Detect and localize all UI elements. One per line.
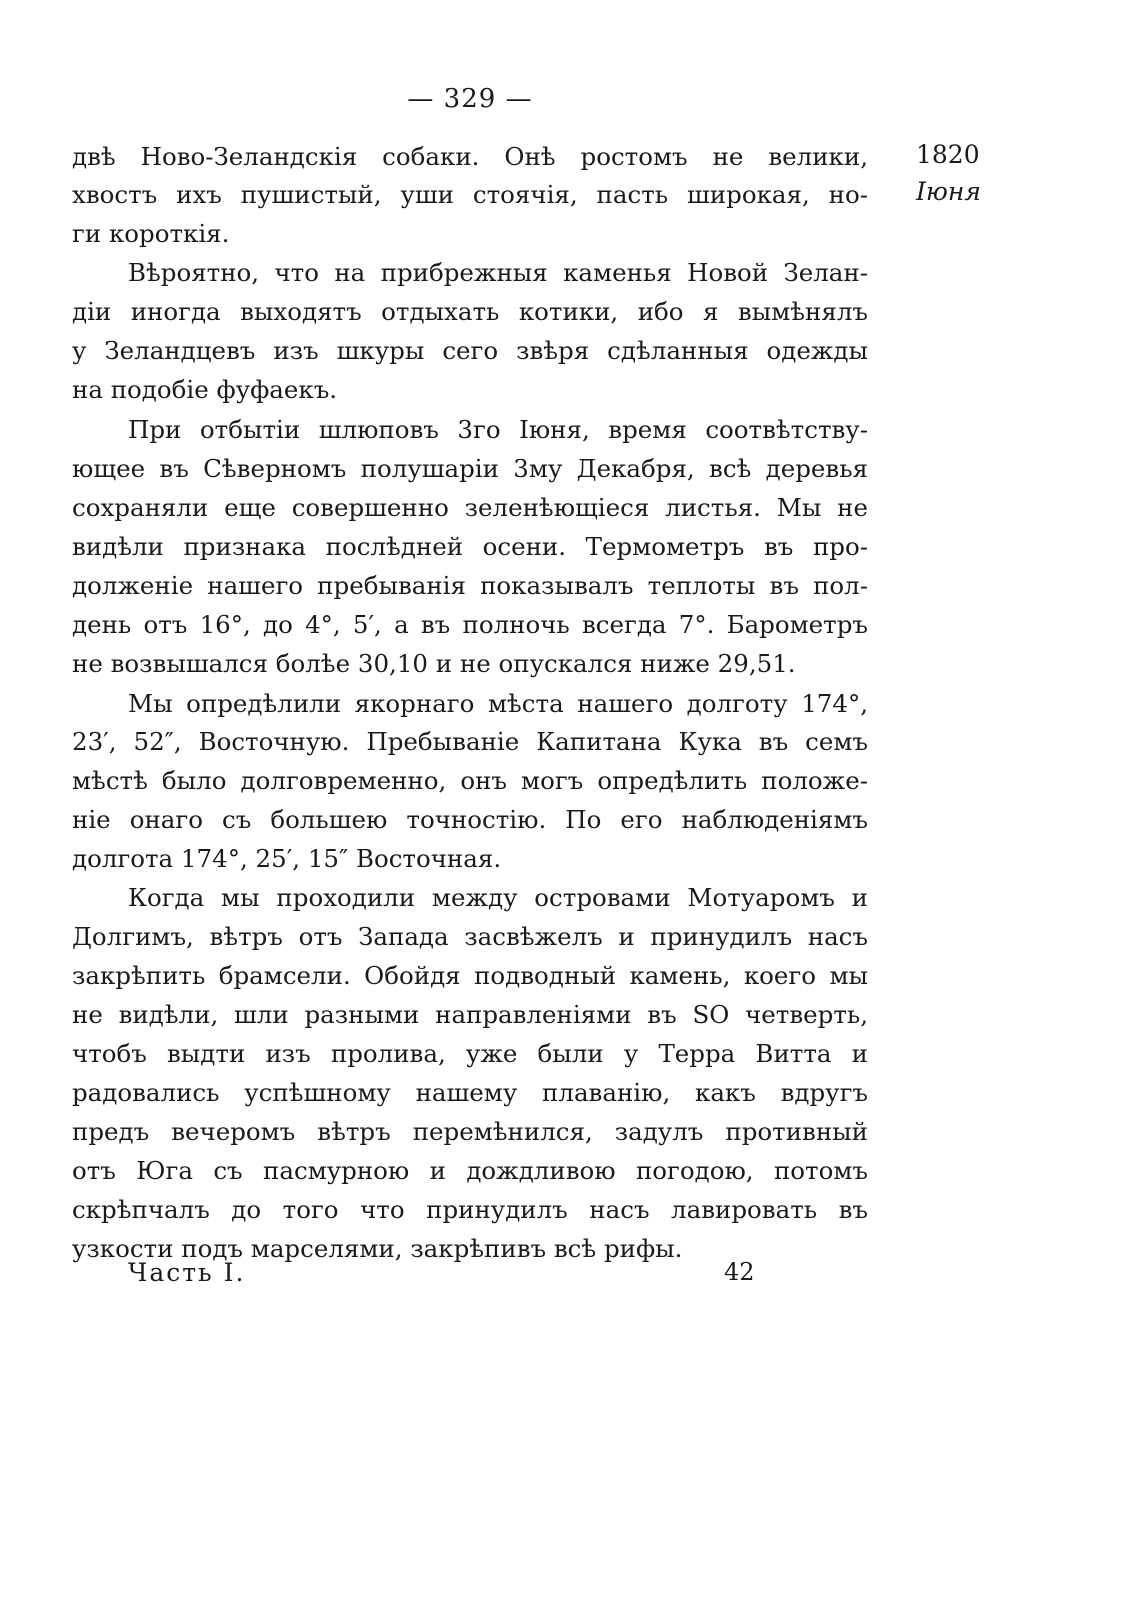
text-line: хвостъ ихъ пушистый, уши стоячія, пасть широкая, но- [72,180,868,209]
footer-part-label: Часть I. [128,1258,246,1287]
margin-note-year: 1820 [916,140,980,169]
text-line: Вѣроятно, что на прибрежныя каменья Новой Зелан- [128,258,868,287]
text-line: не возвышался болѣе 30,10 и не опускался ниже 29,51. [72,649,796,678]
text-line: ніе онаго съ большею точностію. По его наблюденіямъ [72,805,868,834]
text-line: ющее въ Сѣверномъ полушаріи 3му Декабря, всѣ деревья [72,454,868,483]
page-number: — 329 — [407,84,533,114]
text-line: Мы опредѣлили якорнаго мѣста нашего долготу 174°, [128,689,868,718]
text-line: долженіе нашего пребыванія показывалъ теплоты въ пол- [72,571,868,600]
text-line: чтобъ выдти изъ пролива, уже были у Терра Витта и [72,1039,868,1068]
text-line: не видѣли, шли разными направленіями въ SO четверть, [72,1000,868,1029]
text-line: двѣ Ново-Зеландскія собаки. Онѣ ростомъ не велики, [72,142,868,171]
footer-signature: 42 [724,1258,755,1286]
text-line: узкости подъ марселями, закрѣпивъ всѣ рифы. [72,1234,683,1263]
text-line: діи иногда выходятъ отдыхать котики, ибо я вымѣнялъ [72,297,868,326]
margin-note-month: Іюня [916,177,981,206]
text-line: предъ вечеромъ вѣтръ перемѣнился, задулъ противный [72,1117,868,1146]
text-line: 23′, 52″, Восточную. Пребываніе Капитана Кука въ семъ [72,727,868,756]
text-line: на подобіе фуфаекъ. [72,375,338,404]
text-line: При отбытіи шлюповъ 3го Іюня, время соотвѣтству- [128,415,868,444]
text-line: мѣстѣ было долговременно, онъ могъ опредѣлить положе- [72,766,868,795]
text-line: ги короткія. [72,219,230,248]
text-line: видѣли признака послѣдней осени. Термометръ въ про- [72,532,868,561]
text-line: сохраняли еще совершенно зеленѣющіеся листья. Мы не [72,493,868,522]
text-line: долгота 174°, 25′, 15″ Восточная. [72,844,502,873]
text-line: закрѣпить брамсели. Обойдя подводный камень, коего мы [72,961,868,990]
text-line: день отъ 16°, до 4°, 5′, а въ полночь всегда 7°. Барометръ [72,610,868,639]
text-line: Когда мы проходили между островами Мотуаромъ и [128,883,868,912]
text-line: у Зеландцевъ изъ шкуры сего звѣря сдѣланныя одежды [72,336,868,365]
text-line: Долгимъ, вѣтръ отъ Запада засвѣжелъ и принудилъ насъ [72,922,868,951]
text-line: скрѣпчалъ до того что принудилъ насъ лавировать въ [72,1195,868,1224]
text-line: отъ Юга съ пасмурною и дождливою погодою, потомъ [72,1156,868,1185]
text-line: радовались успѣшному нашему плаванію, какъ вдругъ [72,1078,868,1107]
